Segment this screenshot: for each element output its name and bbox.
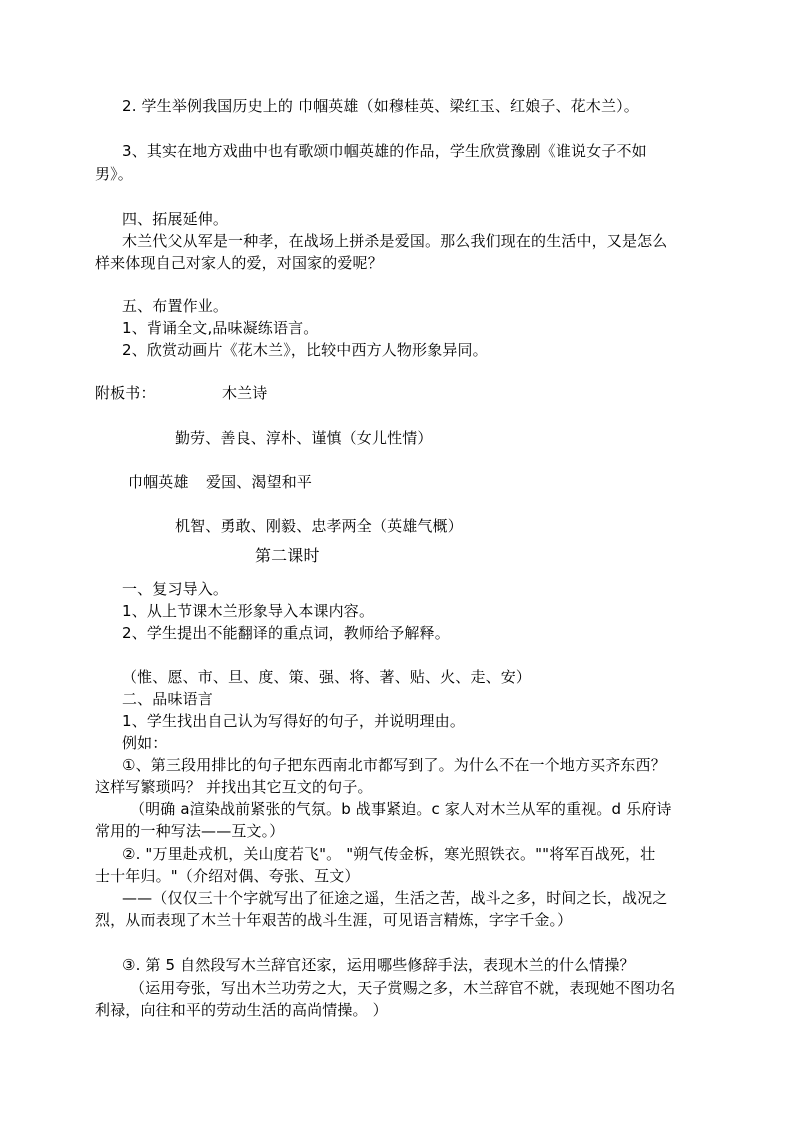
board-title: 木兰诗 <box>222 384 268 402</box>
example-label: 例如： <box>122 734 168 752</box>
sec1-item3-line2: 男》。 <box>95 165 133 183</box>
example2-note-line2: 烈，从而表现了木兰十年艰苦的战斗生涯，可见语言精炼，字字千金。） <box>95 911 573 929</box>
example1-line2: 这样写繁琐吗？ 并找出其它互文的句子。 <box>95 778 373 796</box>
sec5-item2: 2、欣赏动画片《花木兰》，比较中西方人物形象异同。 <box>122 341 488 359</box>
board-label: 附板书： <box>95 384 156 402</box>
board-line2-left: 巾帼英雄 <box>128 473 189 491</box>
lesson2-title: 第二课时 <box>255 546 320 565</box>
example2-note-line1: ——（仅仅三十个字就写出了征途之遥，生活之苦，战斗之多，时间之长，战况之 <box>122 889 668 907</box>
key-words: （惟、愿、市、旦、度、策、强、将、著、贴、火、走、安） <box>122 668 532 686</box>
sec1-item3-line1: 3、其实在地方戏曲中也有歌颂巾帼英雄的作品，学生欣赏豫剧《谁说女子不如 <box>122 142 647 160</box>
example1-note-line1: （明确 a渲染战前紧张的气氛。b 战事紧迫。c 家人对木兰从军的重视。d 乐府诗 <box>130 800 672 818</box>
example3-note-line2: 利禄，向往和平的劳动生活的高尚情操。 ） <box>95 1001 388 1019</box>
board-line1: 勤劳、善良、淳朴、谨慎（女儿性情） <box>175 429 433 447</box>
board-line2-right: 爱国、渴望和平 <box>206 473 313 491</box>
example1-line1: ①、第三段用排比的句子把东西南北市都写到了。为什么不在一个地方买齐东西？ <box>122 756 666 774</box>
example1-note-line2: 常用的一种写法——互文。） <box>95 822 285 840</box>
example2-line2: 士十年归。"（介绍对偶、夸张、互文） <box>95 867 360 885</box>
taste-heading: 二、品味语言 <box>122 690 213 708</box>
board-line3: 机智、勇敢、刚毅、忠孝两全（英雄气概） <box>175 517 463 535</box>
example2-line1: ②. "万里赴戎机，关山度若飞"。 "朔气传金柝，寒光照铁衣。""将军百战死，壮 <box>122 845 656 863</box>
example3-note-line1: （运用夸张，写出木兰功劳之大，天子赏赐之多，木兰辞官不就，表现她不图功名 <box>130 979 676 997</box>
review-item2: 2、学生提出不能翻译的重点词，教师给予解释。 <box>122 624 450 642</box>
sec5-item1: 1、背诵全文,品味凝练语言。 <box>122 319 319 337</box>
review-heading: 一、复习导入。 <box>122 580 229 598</box>
sec5-heading: 五、布置作业。 <box>122 297 229 315</box>
sec1-item2: 2. 学生举例我国历史上的 巾帼英雄（如穆桂英、梁红玉、红娘子、花木兰）。 <box>122 97 639 115</box>
sec4-heading: 四、拓展延伸。 <box>122 210 229 228</box>
sec4-paragraph-line2: 样来体现自己对家人的爱，对国家的爱呢？ <box>95 254 383 272</box>
example3-line1: ③. 第 5 自然段写木兰辞官还家，运用哪些修辞手法，表现木兰的什么情操？ <box>122 956 635 974</box>
sec4-paragraph-line1: 木兰代父从军是一种孝，在战场上拼杀是爱国。那么我们现在的生活中，又是怎么 <box>122 232 668 250</box>
review-item1: 1、从上节课木兰形象导入本课内容。 <box>122 602 375 620</box>
taste-item1: 1、学生找出自己认为写得好的句子，并说明理由。 <box>122 712 465 730</box>
